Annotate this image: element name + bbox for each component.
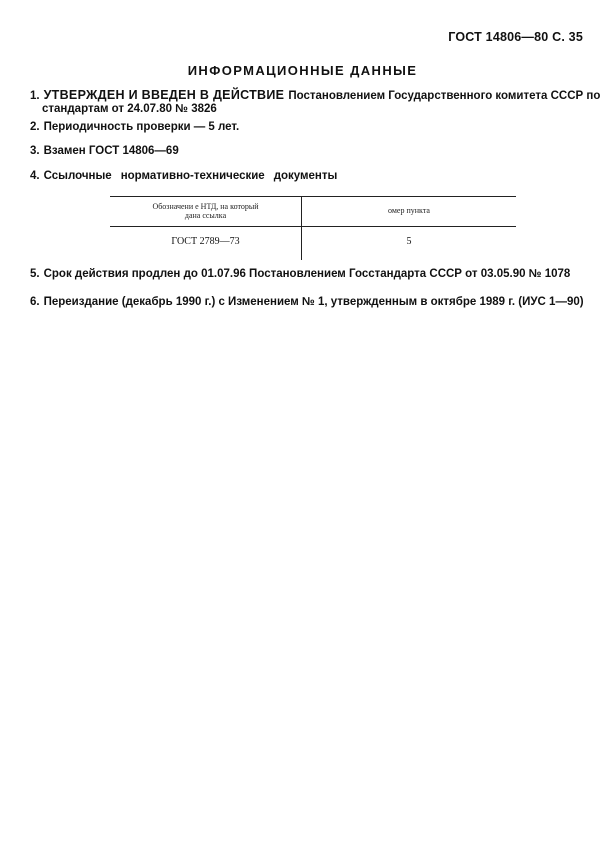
item-text: Взамен ГОСТ 14806—69 (43, 145, 179, 157)
column-header-ntd (110, 202, 301, 220)
item-number: 3. (30, 145, 40, 157)
item-number: 1. (30, 90, 40, 102)
item-text-word: документы (273, 170, 338, 182)
info-item-review-period (30, 121, 239, 133)
item-text: Периодичность проверки — 5 лет. (43, 121, 240, 133)
item-text: Срок действия продлен до 01.07.96 Постановлением Госстандарта СССР от 03.05.90 № 1078 (43, 268, 571, 280)
info-item-reissue (30, 296, 584, 308)
column-header-clause: омер пункта (388, 206, 430, 215)
item-emphasis: УТВЕРЖДЕН И ВВЕДЕН В ДЕЙСТВИЕ (43, 88, 285, 102)
item-number: 4. (30, 170, 40, 182)
table-cell-ntd: ГОСТ 2789—73 (171, 236, 240, 247)
info-item-replaces (30, 145, 179, 157)
page-header-reference: ГОСТ 14806—80 С. 35 (448, 30, 583, 44)
item-number: 2. (30, 121, 40, 133)
info-item-validity-extended (30, 268, 570, 280)
item-text-word: нормативно-технические (120, 170, 265, 182)
document-title: ИНФОРМАЦИОННЫЕ ДАННЫЕ (187, 63, 418, 78)
item-text-word: Ссылочные (43, 170, 112, 182)
reference-documents-table (110, 196, 516, 260)
column-header-ntd-line1: Обозначени е НТД, на который (152, 202, 259, 211)
info-item-approval (30, 88, 601, 115)
info-item-reference-docs (30, 170, 337, 182)
item-text-continuation: стандартам от 24.07.80 № 3826 (42, 103, 217, 115)
column-header-ntd-line2: дана ссылка (184, 211, 227, 220)
table-top-rule (110, 196, 516, 197)
item-number: 5. (30, 268, 40, 280)
item-number: 6. (30, 296, 40, 308)
item-text: Постановлением Государственного комитета СССР по (288, 90, 601, 102)
item-text: Переиздание (декабрь 1990 г.) с Изменением № 1, утвержденным в октябре 1989 г. (ИУС 1—90) (43, 296, 584, 308)
table-header-rule (110, 226, 516, 227)
table-cell-clause: 5 (406, 236, 412, 247)
